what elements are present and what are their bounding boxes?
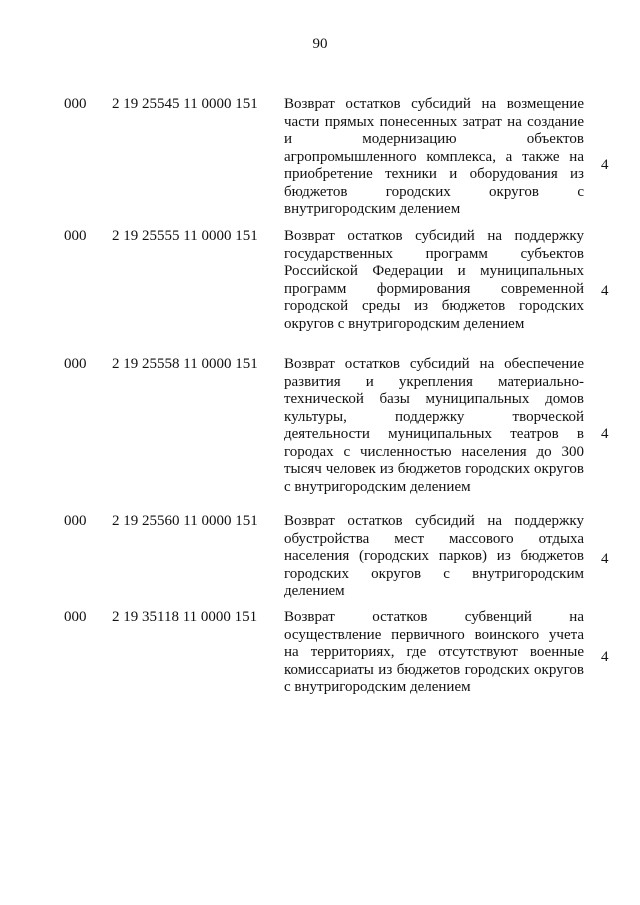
norm-value: 4: [601, 551, 609, 567]
admin-code: 000: [64, 228, 87, 244]
admin-code: 000: [64, 356, 87, 372]
kbk-code: 2 19 25558 11 0000 151: [112, 356, 258, 372]
income-description: Возврат остатков субсидий на возмещение части прямых понесенных затрат на создание и модернизацию объектов агропромышленного комплекса, а также на приобретение техники и оборудования из бюджетов городских округов с внутригородским делением: [284, 96, 584, 217]
admin-code: 000: [64, 609, 87, 625]
norm-value: 4: [601, 426, 609, 442]
kbk-code: 2 19 25555 11 0000 151: [112, 228, 258, 244]
kbk-code: 2 19 25560 11 0000 151: [112, 513, 258, 529]
income-description: Возврат остатков субсидий на поддержку государственных программ субъектов Российской Федерации и муниципальных программ формирования современной городской среды из бюджетов городских округов с внутригородским делением: [284, 228, 584, 332]
admin-code: 000: [64, 96, 87, 112]
norm-value: 4: [601, 649, 609, 665]
admin-code: 000: [64, 513, 87, 529]
norm-value: 4: [601, 157, 609, 173]
income-description: Возврат остатков субвенций на осуществление первичного воинского учета на территориях, где отсутствуют военные комиссариаты из бюджетов городских округов с внутригородским делением: [284, 609, 584, 695]
income-description: Возврат остатков субсидий на поддержку обустройства мест массового отдыха населения (городских парков) из бюджетов городских округов с внутригородским делением: [284, 513, 584, 599]
kbk-code: 2 19 35118 11 0000 151: [112, 609, 258, 625]
income-description: Возврат остатков субсидий на обеспечение развития и укрепления материально-технической базы муниципальных домов культуры, поддержку творческой деятельности муниципальных театров в городах с численностью населения до 300 тысяч человек из бюджетов городских округов с внутригородским делением: [284, 356, 584, 495]
kbk-code: 2 19 25545 11 0000 151: [112, 96, 258, 112]
page-number: 90: [312, 36, 328, 52]
norm-value: 4: [601, 283, 609, 299]
